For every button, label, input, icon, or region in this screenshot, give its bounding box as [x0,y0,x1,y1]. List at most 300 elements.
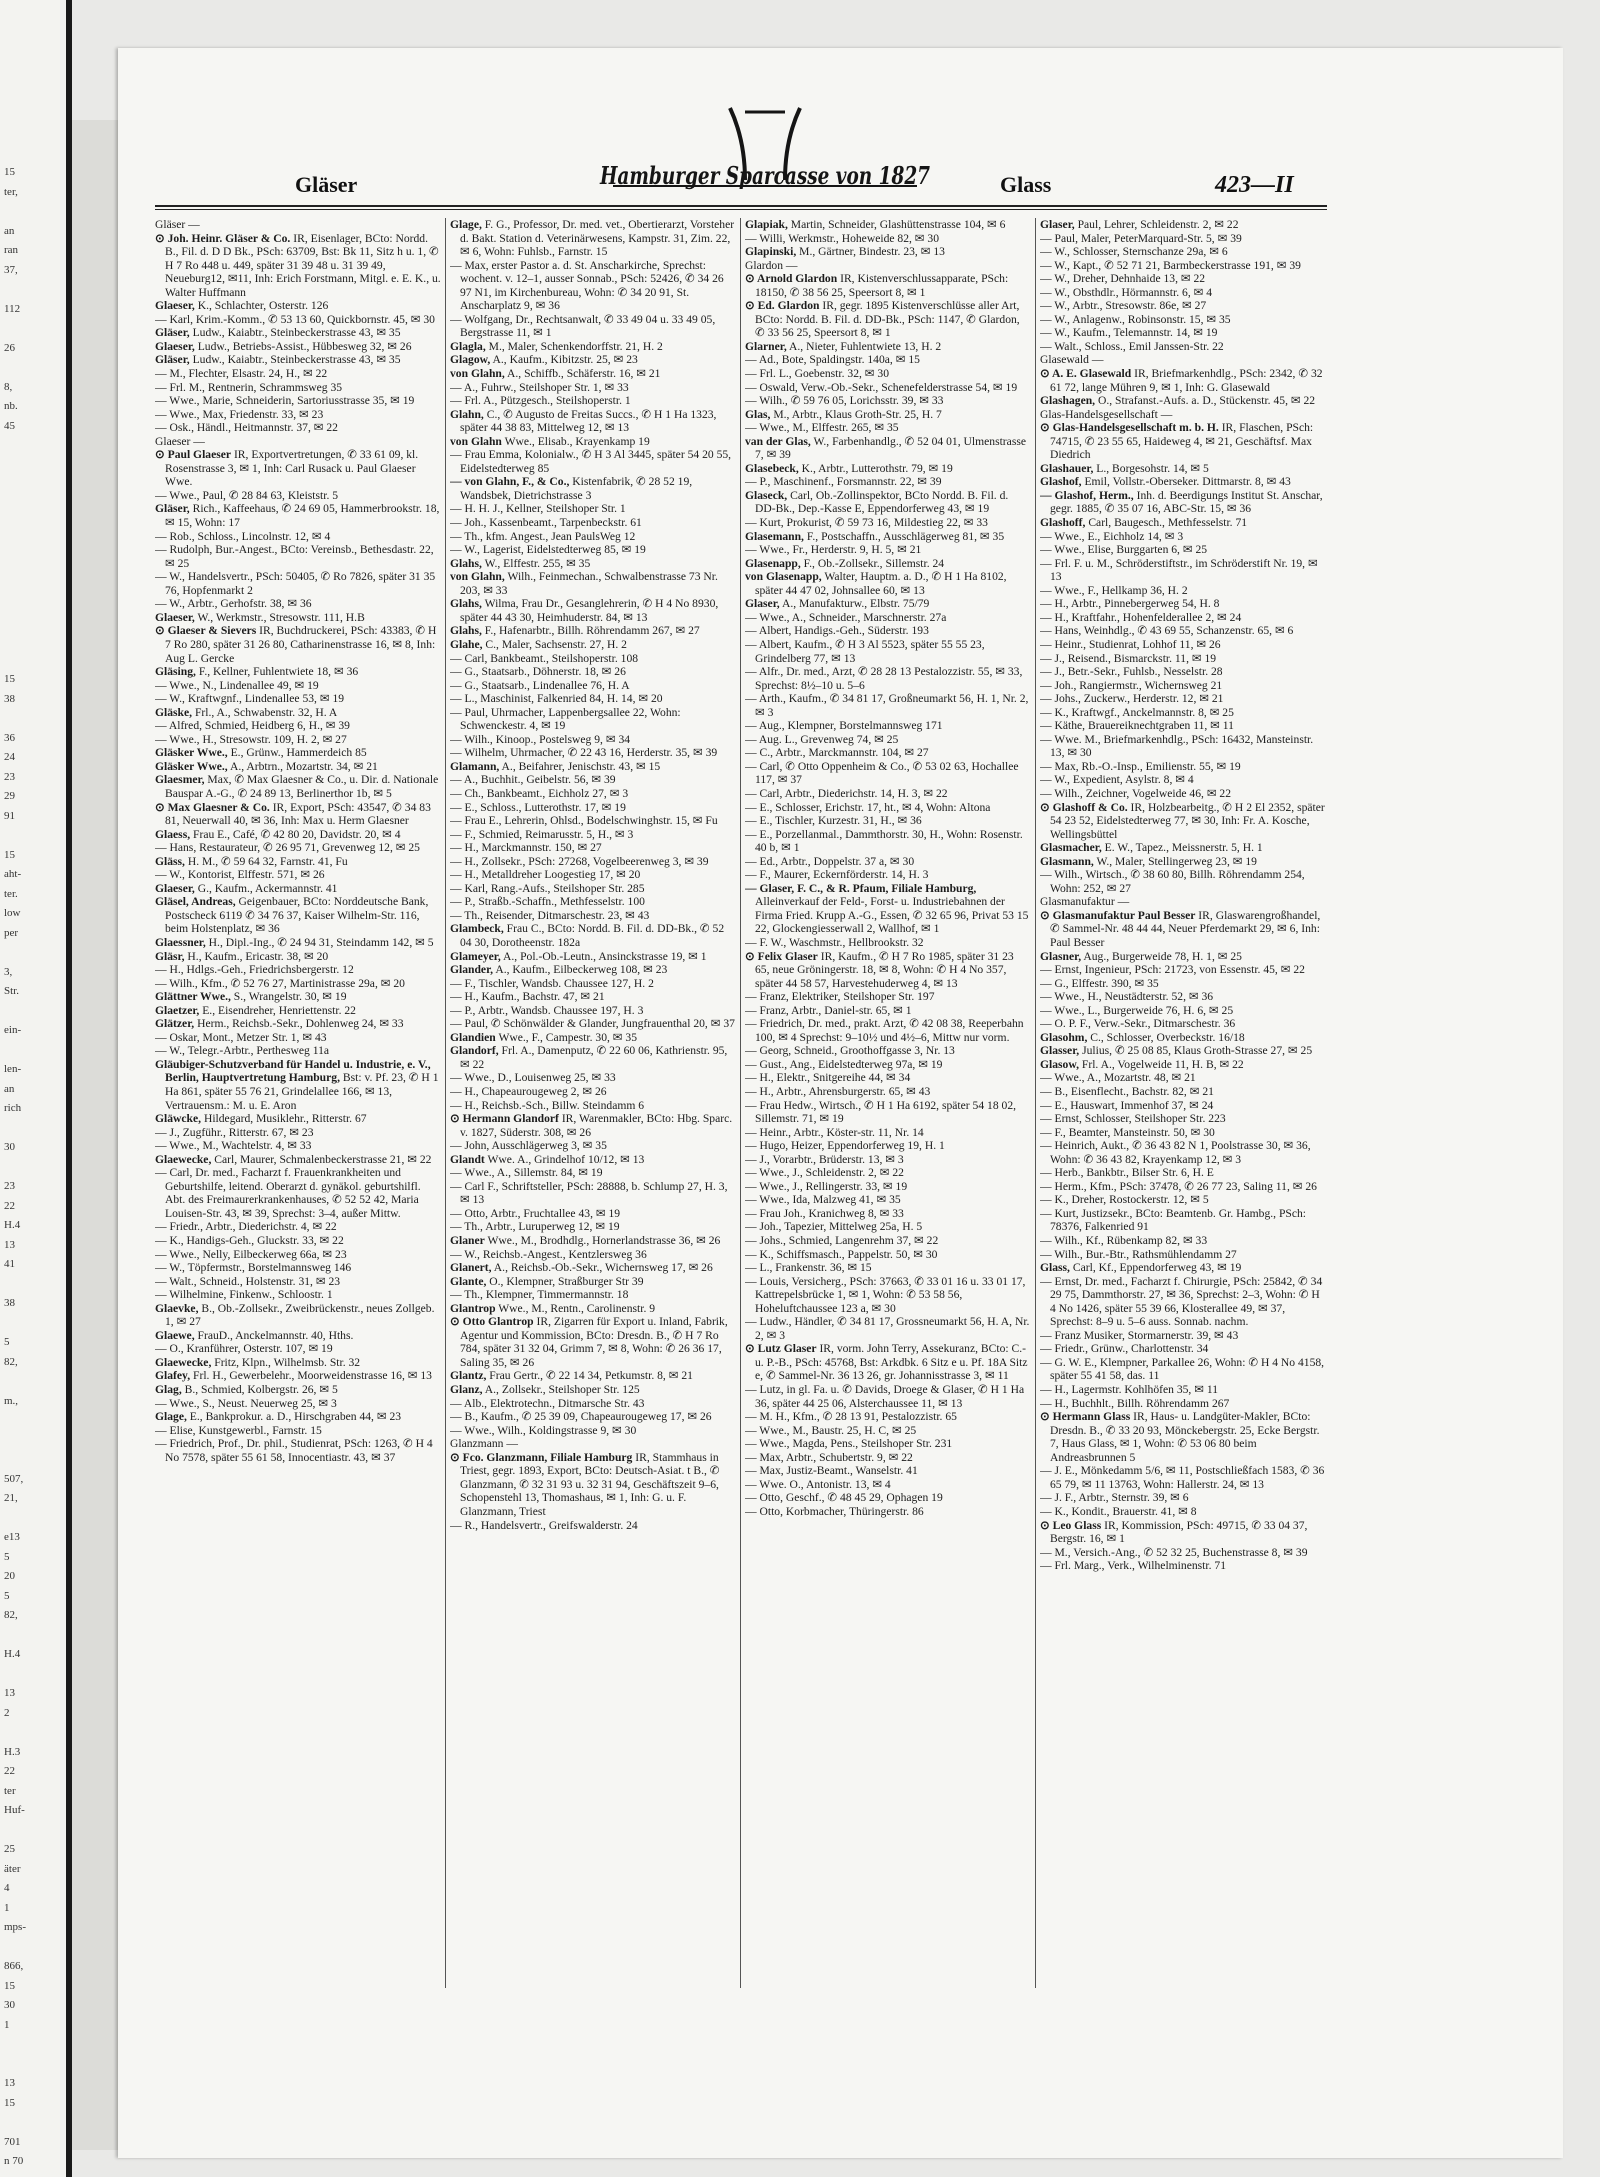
entry-details: — Wilh., Bur.-Btr., Rathsmühlendamm 27 [1040,1247,1237,1261]
directory-entry [1040,624,1326,638]
entry-details: C., Maler, Sachsenstr. 27, H. 2 [482,637,627,651]
entry-details: — A., Fuhrw., Steilshoper Str. 1, ✉ 33 [450,380,629,394]
directory-entry [745,1126,1031,1140]
entry-details: — Wilh., Zeichner, Vogelweide 46, ✉ 22 [1040,786,1232,800]
entry-details: Frl. A., Damenputz, ✆ 22 60 06, Kathrienstr. 95, ✉ 22 [460,1044,728,1071]
entry-details: Ludw., Betriebs-Assist., Hübbesweg 32, ✉ 26 [194,339,412,353]
entry-details: — Wwe., M., Wachtelstr. 4, ✉ 33 [155,1139,312,1153]
entry-details: IR, Kistenverschlussapparate, PSch: 18150, ✆ 38 56 25, Speersort 8, ✉ 1 [755,272,1009,299]
directory-entry [155,313,441,327]
entry-details: Inh. d. Beerdigungs Institut St. Anschar, gegr. 1885, ✆ 35 07 16, ABC-Str. 15, ✉ 36 [1050,488,1323,516]
entry-details: — W., Arbtr., Stresowstr. 86e, ✉ 27 [1040,299,1207,313]
directory-entry [745,1491,1031,1505]
directory-entry [1040,1491,1326,1505]
entry-details: — H., Buchhlt., Billh. Röhrendamm 267 [1040,1396,1230,1410]
directory-entry [450,1302,736,1316]
entry-name: Gläser, [155,326,190,340]
entry-name: Glandorf, [450,1044,499,1058]
directory-entry [450,530,736,544]
directory-entry [745,1085,1031,1099]
directory-entry [450,665,736,679]
entry-name: Glaess, [155,827,191,841]
entry-details: Kistenfabrik, ✆ 28 52 19, Wandsbek, Dietrichstrasse 3 [460,475,693,502]
directory-entry [450,1424,736,1438]
directory-entry [450,760,736,774]
entry-name: Glamann, [450,759,500,773]
left-page-fragment: an [4,1082,15,1095]
directory-entry [155,692,441,706]
left-page-fragment: 23 [4,1180,15,1192]
directory-entry [450,1112,736,1139]
entry-details: Hildegard, Musiklehr., Ritterstr. 67 [201,1112,367,1126]
entry-details: — W., Kontorist, Elffestr. 571, ✉ 26 [155,868,325,882]
entry-details: — Otto, Geschf., ✆ 48 45 29, Ophagen 19 [745,1491,943,1505]
entry-details: — Louis, Versicherg., PSch: 37663, ✆ 33 01 16 u. 33 01 17, Kattrepelsbrücke 1, ✉ 1, Wohn: ✆ 53 58 56, Hoheluftchaussee 123 a, ✉ 30 [745,1274,1026,1315]
entry-details: — Oswald, Verw.-Ob.-Sekr., Schenefelderstrasse 54, ✉ 19 [745,380,1018,394]
entry-details: IR, Export, PSch: 43547, ✆ 34 83 81, Neuerwall 40, ✉ 36, Inh: Max u. Herm Glaesner [165,800,431,828]
left-page-fragment: 4 [4,1882,10,1894]
entry-details: IR, Kaufm., ✆ H 7 Ro 1985, später 31 23 65, neue Gröningerstr. 18, ✉ 8, Wohn: ✆ H 4 No 357, später 44 58 57, Harvestehuderweg 4, ✉ 13 [755,949,1014,990]
directory-entry [1040,773,1326,787]
directory-entry [155,801,441,828]
directory-entry [745,760,1031,787]
directory-entry [745,421,1031,435]
entry-details: — Wwe., A., Mozartstr. 48, ✉ 21 [1040,1071,1196,1085]
directory-entry [155,1248,441,1262]
directory-entry [1040,421,1326,462]
entry-details: Carl, Kf., Eppendorferweg 43, ✉ 19 [1069,1261,1242,1275]
entry-details: — John, Ausschlägerweg 3, ✉ 35 [450,1139,607,1153]
entry-details: — F., Schmied, Reimarusstr. 5, H., ✉ 3 [450,827,634,841]
entry-details: A., Reichsb.-Ob.-Sekr., Wichernsweg 17, ✉ 26 [491,1261,713,1275]
entry-details: — Carl F., Schriftsteller, PSch: 28888, b. Schlump 27, H. 3, ✉ 13 [450,1179,728,1207]
entry-details: — Wwe., M., Elffestr. 265, ✉ 35 [745,421,899,435]
directory-entry [155,706,441,720]
left-page-fragment: 22 [4,1765,15,1777]
entry-details: — H., Arbtr., Pinnebergerweg 54, H. 8 [1040,597,1220,611]
directory-entry [450,733,736,747]
directory-entry [745,1464,1031,1478]
entry-details: — Wilhelm, Uhrmacher, ✆ 22 43 16, Herderstr. 35, ✉ 39 [450,746,718,760]
entry-details: A., Arbtrn., Mozartstr. 34, ✉ 21 [227,759,378,773]
directory-entry [450,353,736,367]
directory-entry [155,1302,441,1329]
entry-details: — Gust., Ang., Eidelstedterweg 97a, ✉ 19 [745,1057,943,1071]
directory-entry [745,570,1031,597]
entry-details: — Kurt, Justizsekr., BCto: Beamtenb. Gr. Hambg., PSch: 78376, Falkenried 91 [1040,1206,1306,1234]
entry-details: — Wwe., A., Schneider., Marschnerstr. 27a [745,610,947,624]
left-page-fragment: an [4,224,15,237]
directory-entry [450,692,736,706]
entry-name: Glashauer, [1040,461,1094,475]
entry-details: — Wwe., Marie, Schneiderin, Sartoriusstrasse 35, ✉ 19 [155,394,415,408]
entry-name: Glätzer, [155,1017,195,1031]
entry-details: — Georg, Schneid., Groothoffgasse 3, Nr. 13 [745,1044,955,1058]
directory-entry [155,963,441,977]
entry-name: Glaser, [745,597,780,611]
entry-name: ⊙ Glas-Handelsgesellschaft m. b. H. [1040,421,1219,435]
left-page-fragment: H.4 [4,1219,21,1231]
entry-details: — Wwe., Ida, Malzweg 41, ✉ 35 [745,1193,901,1207]
directory-entry [745,259,1031,273]
left-page-fragment: mps- [4,1921,26,1933]
entry-details: — Wilh., Kinoop., Postelsweg 9, ✉ 34 [450,732,631,746]
directory-entry [1040,299,1326,313]
directory-entry [155,448,441,489]
directory-entry [1040,611,1326,625]
directory-entry [450,1315,736,1369]
directory-entry [745,1193,1031,1207]
directory-entry [450,895,736,909]
entry-details: L., Borgesohstr. 14, ✉ 5 [1093,461,1209,475]
entry-name: Glas, [745,407,771,421]
directory-entry [1040,638,1326,652]
left-page-fragment: n 70 [4,2155,24,2167]
entry-details: — F. W., Waschmstr., Hellbrookstr. 32 [745,935,924,949]
entry-details: — F., Beamter, Mansteinstr. 50, ✉ 30 [1040,1125,1215,1139]
directory-entry [1040,516,1326,530]
entry-details: — W., Schlosser, Sternschanze 29a, ✉ 6 [1040,245,1228,259]
entry-details: Wwe., M., Brodhdlg., Hornerlandstrasse 36, ✉ 26 [484,1234,721,1248]
directory-entry [1040,1261,1326,1275]
directory-entry [1040,855,1326,869]
directory-entry [1040,557,1326,584]
entry-details: — Johs., Zuckerw., Herderstr. 12, ✉ 21 [1040,692,1224,706]
directory-entry [1040,760,1326,774]
directory-entry [745,801,1031,815]
directory-entry [1040,353,1326,367]
left-page-fragment: äter [4,1862,21,1875]
entry-details: — Carl, Bankbeamt., Steilshoperstr. 108 [450,651,639,665]
entry-name: ⊙ Glasmanufaktur Paul Besser [1040,908,1196,922]
directory-entry [1040,1397,1326,1411]
left-page-fragment: 3, [4,965,13,978]
directory-entry [1040,597,1326,611]
entry-name: Glaeser, [155,339,195,353]
entry-details: — Hans, Restaurateur, ✆ 26 95 71, Grevenweg 12, ✉ 25 [155,841,420,855]
directory-entry [745,272,1031,299]
entry-details: — Wilh., Kf., Rübenkamp 82, ✉ 33 [1040,1234,1208,1248]
left-page-fragment: 38 [4,1297,15,1309]
left-page-fragment: 15 [4,673,15,685]
entry-details: — Wwe., Max, Friedenstr. 33, ✉ 23 [155,407,324,421]
directory-entry [745,367,1031,381]
directory-entry [155,624,441,665]
entry-details: — W., Expedient, Asylstr. 8, ✉ 4 [1040,773,1194,787]
entry-details: — Alfred, Schmied, Heidberg 6, H., ✉ 39 [155,719,350,733]
entry-name: Glante, [450,1274,487,1288]
entry-name: ⊙ Fco. Glanzmann, Filiale Hamburg [450,1450,633,1464]
left-page-fragment: 1 [4,1901,10,1914]
entry-details: — Franz, Elektriker, Steilshoper Str. 197 [745,990,935,1004]
directory-entry [450,1099,736,1113]
entry-details: Ludw., Kaiabtr., Steinbeckerstrasse 43, ✉ 35 [189,326,401,340]
entry-details: S., Wrangelstr. 30, ✉ 19 [230,990,347,1004]
entry-details: — H., Chapeaurougeweg 2, ✉ 26 [450,1085,607,1098]
directory-entry [745,1099,1031,1126]
entry-name: Glaser, [1040,218,1075,231]
left-page-fragment: 20 [4,1570,15,1582]
entry-details: A., Kaufm., Kibitzstr. 25, ✉ 23 [490,353,638,367]
left-page-fragment: len- [4,1063,22,1075]
left-page-fragment: 38 [4,692,15,705]
entry-name: Glarner, [745,339,787,353]
entry-details: — A., Buchhit., Geibelstr. 56, ✉ 39 [450,773,616,787]
entry-name: Glahn, [450,407,484,421]
directory-entry [745,1275,1031,1316]
entry-details: IR, Haus- u. Landgüter-Makler, BCto: Dresdn. B., ✆ 33 20 93, Mönckebergstr. 25, Ecke Bergstr. 7, Haus Glass, ✉ 1, Wohn: ✆ 53 06 80 beim Andreasbrunnen 5 [1050,1410,1320,1464]
directory-entry [450,502,736,516]
entry-details: — Wwe., D., Louisenweg 25, ✉ 33 [450,1071,616,1085]
entry-details: Ludw., Kaiabtr., Steinbeckerstrasse 43, ✉ 35 [189,353,401,367]
directory-entry [450,801,736,815]
entry-details: — Heinr., Studienrat, Lohhof 11, ✉ 26 [1040,637,1221,651]
directory-entry [450,746,736,760]
directory-entry [745,435,1031,462]
left-page-fragment: 41 [4,1258,15,1270]
directory-entry [745,990,1031,1004]
directory-entry [155,1275,441,1289]
directory-entry [745,245,1031,259]
entry-name: Glaessner, [155,935,206,949]
column-1 [155,218,441,1988]
entry-details: — Ed., Arbtr., Doppelstr. 37 a, ✉ 30 [745,854,915,868]
left-page-fragment: 15 [4,1979,15,1992]
entry-details: — H., Elektr., Snitgereihe 44, ✉ 34 [745,1071,911,1085]
entry-details: G., Kaufm., Ackermannstr. 41 [194,881,338,895]
entry-name: von Glahn, [450,367,505,381]
directory-entry [450,516,736,530]
entry-name: Glandt [450,1152,485,1166]
entry-details: — H., Marckmannstr. 150, ✉ 27 [450,841,602,855]
entry-details: — L., Frankenstr. 36, ✉ 15 [745,1261,872,1275]
entry-details: — Wilh., Wirtsch., ✆ 38 60 80, Billh. Röhrendamm 254, Wohn: 252, ✉ 27 [1040,868,1305,895]
directory-entry [155,1017,441,1031]
entry-details: Frau E., Café, ✆ 42 80 20, Davidstr. 20, ✉ 4 [190,827,401,841]
entry-details: — Franz, Arbtr., Daniel-str. 65, ✉ 1 [745,1003,912,1017]
directory-entry [1040,1058,1326,1072]
directory-entry [450,1153,736,1167]
entry-name: Gläsker Wwe., [155,759,228,773]
directory-entry [155,421,441,435]
directory-entry [450,787,736,801]
entry-details: — H., Lagermstr. Kohlhöfen 35, ✉ 11 [1040,1383,1219,1397]
directory-entry [155,1356,441,1370]
entry-details: — E., Schlosser, Erichstr. 17, ht., ✉ 4, Wohn: Altona [745,800,991,814]
directory-entry [155,326,441,340]
entry-name: Gläsr, [155,949,185,963]
directory-entry [745,814,1031,828]
directory-entry [450,1451,736,1519]
entry-details: — K., Kondit., Brauerstr. 41, ✉ 8 [1040,1504,1197,1518]
entry-name: Glanz, [450,1383,483,1397]
directory-entry [155,746,441,760]
entry-details: — M., Flechter, Elsastr. 24, H., ✉ 22 [155,367,328,381]
directory-entry [745,1234,1031,1248]
directory-entry [745,1166,1031,1180]
directory-entry [1040,841,1326,855]
entry-details: IR, Eisenlager, BCto: Nordd. B., Fil. d. D D Bk., PSch: 63709, Bst: Bk 11, Sitz h u. 1, ✆ H 7 Ro 448 u. 449, später 31 39 48 u. 31 39 49, Neueburg12, ✉11, Inh: Erich Forstmann, Mitgl. e. E. K., u. Walter Huffmann [165,231,441,299]
directory-entry [1040,692,1326,706]
left-page-fragment: ter [4,1784,16,1797]
directory-entry [1040,232,1326,246]
entry-details: Frl., A., Schwabenstr. 32, H. A [192,705,338,719]
entry-name: von Glasenapp, [745,570,822,584]
directory-entry [1040,719,1326,733]
directory-entry [450,882,736,896]
entry-details: — Wwe., L., Burgerweide 76, H. 6, ✉ 25 [1040,1003,1234,1017]
entry-details: — J. F., Arbtr., Sternstr. 39, ✉ 6 [1040,1491,1189,1505]
entry-details: F., Postschaffn., Ausschlägerweg 81, ✉ 35 [803,529,1005,543]
directory-entry [155,719,441,733]
directory-entry [745,516,1031,530]
directory-entry [745,543,1031,557]
directory-entry [745,1248,1031,1262]
directory-entry [745,1180,1031,1194]
entry-details: IR, gegr. 1895 Kistenverschlüsse aller Art, BCto: Nordd. B. Fil. d. DD-Bk., PSch: 1147, ✆ Glardon, ✆ 33 56 25, Speersort 8, ✉ 1 [755,299,1020,340]
entry-details: Julius, ✆ 25 08 85, Klaus Groth-Strasse 27, ✉ 25 [1079,1044,1313,1058]
entry-details: — E., Porzellanmal., Dammthorstr. 30, H., Wohn: Rosenstr. 40 b, ✉ 1 [745,827,1023,855]
directory-entry [1040,1180,1326,1194]
entry-name: Glaeser, [155,610,195,624]
directory-entry [155,597,441,611]
directory-entry [1040,1383,1326,1397]
directory-entry [155,679,441,693]
directory-entry [1040,272,1326,286]
directory-entry [745,1315,1031,1342]
entry-name: Glasner, [1040,949,1082,963]
sparcasse-logo [595,100,935,196]
entry-name: Glaetzer, [155,1003,200,1017]
left-page-fragment: H.4 [4,1648,21,1660]
directory-entry [155,733,441,747]
entry-details: — H., Arbtr., Ahrensburgerstr. 65, ✉ 43 [745,1085,931,1098]
entry-name: Gläwcke, [155,1112,202,1126]
entry-details: — Albert, Handigs.-Geh., Süderstr. 193 [745,624,929,638]
directory-entry [155,1112,441,1126]
directory-entry [450,1031,736,1045]
directory-entry [1040,286,1326,300]
entry-details: — Ad., Bote, Spaldingstr. 140a, ✉ 15 [745,353,920,367]
directory-entry [1040,1464,1326,1491]
entry-details: FrauD., Anckelmannstr. 40, Hths. [194,1328,354,1342]
column-divider-1 [445,218,446,1988]
directory-entry [745,1220,1031,1234]
directory-entry [745,1004,1031,1018]
entry-details: — Wwe., J., Rellingerstr. 33, ✉ 19 [745,1179,908,1193]
entry-details: — Joh., Kassenbeamt., Tarpenbeckstr. 61 [450,516,642,530]
left-page-fragment: ter, [4,185,18,198]
entry-details: — H., Zollsekr., PSch: 27268, Vogelbeerenweg 3, ✉ 39 [450,854,709,868]
directory-entry [1040,1126,1326,1140]
directory-entry [1040,1044,1326,1058]
left-page-fragment: 82, [4,1609,18,1621]
entry-details: — H., Metalldreher Loogestieg 17, ✉ 20 [450,868,641,882]
entry-details: — Th., kfm. Angest., Jean PaulsWeg 12 [450,529,636,543]
entry-details: — W., Telegr.-Arbtr., Perthesweg 11a [155,1044,330,1058]
left-page-fragment: low [4,907,21,919]
directory-entry [450,340,736,354]
entry-details: — Rob., Schloss., Lincolnstr. 12, ✉ 4 [155,529,331,543]
entry-details: — H., Kaufm., Bachstr. 47, ✉ 21 [450,990,605,1004]
entry-details: — Kurt, Prokurist, ✆ 59 73 16, Mildestieg 22, ✉ 33 [745,516,988,530]
directory-entry [1040,1410,1326,1464]
entry-name: ⊙ Max Glaesner & Co. [155,800,270,814]
entry-details: — J., Vorarbtr., Brüderstr. 13, ✉ 3 [745,1152,904,1166]
directory-entry [745,1207,1031,1221]
directory-entry [155,381,441,395]
entry-details: — Wwe., Wilh., Koldingstrasse 9, ✉ 30 [450,1423,637,1437]
directory-entry [745,597,1031,611]
entry-details: M., Arbtr., Klaus Groth-Str. 25, H. 7 [770,407,942,421]
entry-details: — Käthe, Brauereiknechtgraben 11, ✉ 11 [1040,719,1234,733]
entry-name: Gläsker Wwe., [155,746,228,760]
page-number: 423—II [1215,172,1294,198]
entry-details: C., ✆ Augusto de Freitas Succs., ✆ H 1 Ha 1323, später 44 38 83, Mittelweg 12, ✉ 13 [460,407,717,435]
directory-entry [450,1519,736,1533]
directory-entry [155,1383,441,1397]
directory-entry [450,1437,736,1451]
entry-details: Frau Gertr., ✆ 22 14 34, Petkumstr. 8, ✉ 21 [486,1369,693,1383]
entry-details: Wilma, Frau Dr., Gesanglehrerin, ✆ H 4 No 8930, später 44 43 30, Heimhuderstr. 84, ✉ 13 [460,597,719,624]
directory-entry [1040,462,1326,476]
directory-entry [155,408,441,422]
directory-entry [1040,1139,1326,1166]
directory-entry [1040,1275,1326,1329]
directory-entry [450,570,736,597]
entry-name: Glaner [450,1234,485,1248]
entry-details: — P., Arbtr., Wandsb. Chaussee 197, H. 3 [450,1003,644,1017]
column-divider-3 [1035,218,1036,1988]
entry-details: — Alb., Elektrotechn., Ditmarsche Str. 43 [450,1396,645,1410]
entry-details: — Ch., Bankbeamt., Eichholz 27, ✉ 3 [450,786,629,800]
entry-details: — Paul, ✆ Schönwälder & Glander, Jungfrauenthal 20, ✉ 37 [450,1017,735,1031]
entry-name: Glameyer, [450,949,501,963]
entry-details: — Paul, Uhrmacher, Lappenbergsallee 22, Wohn: Schwenckestr. 4, ✉ 19 [450,705,681,733]
directory-entry [1040,394,1326,408]
entry-details: — Aug., Klempner, Borstelmannsweg 171 [745,719,943,733]
directory-entry [745,299,1031,340]
entry-details: — Wwe., N., Lindenallee 49, ✉ 19 [155,678,319,692]
entry-details: B., Ob.-Zollsekr., Zweibrückenstr., neues Zollgeb. 1, ✉ 27 [165,1301,435,1329]
directory-entry [155,299,441,313]
entry-details: — Ludw., Händler, ✆ 34 81 17, Grossneumarkt 56, H. A, Nr. 2, ✉ 3 [745,1315,1030,1342]
directory-entry [450,259,736,313]
directory-entry [155,1410,441,1424]
entry-details: — Wwe., H., Neustädterstr. 52, ✉ 36 [1040,990,1214,1004]
entry-name: ⊙ Joh. Heinr. Gläser & Co. [155,231,291,245]
entry-details: Rich., Kaffeehaus, ✆ 24 69 05, Hammerbrookstr. 18, ✉ 15, Wohn: 17 [165,502,440,530]
directory-entry [745,557,1031,571]
left-page-fragment: 36 [4,731,15,744]
entry-name: Gläss, [155,854,185,868]
entry-name: Glaewecke, [155,1355,212,1369]
directory-entry [1040,706,1326,720]
entry-name: Glasemann, [745,529,804,543]
entry-details: — W., Handelsvertr., PSch: 50405, ✆ Ro 7826, später 31 35 76, Hopfenmarkt 2 [155,570,436,597]
entry-name: Glaevke, [155,1301,199,1315]
entry-name: Glage, [155,1410,187,1424]
entry-details: — O., Kranführer, Osterstr. 107, ✉ 19 [155,1342,333,1356]
entry-details: W., Farbenhandlg., ✆ 52 04 01, Ulmenstrasse 7, ✉ 39 [755,434,1026,462]
directory-entry [1040,530,1326,544]
entry-details: — Max, Justiz-Beamt., Wanselstr. 41 [745,1464,918,1478]
entry-details: Aug., Burgerweide 78, H. 1, ✉ 25 [1081,949,1242,963]
directory-entry [450,394,736,408]
directory-entry [1040,1546,1326,1560]
directory-entry [450,1207,736,1221]
entry-details: — Lutz, in gl. Fa. u. ✆ Davids, Droege & Glaser, ✆ H 1 Ha 36, später 44 25 06, Alsterchaussee 11, ✉ 13 [745,1383,1025,1410]
